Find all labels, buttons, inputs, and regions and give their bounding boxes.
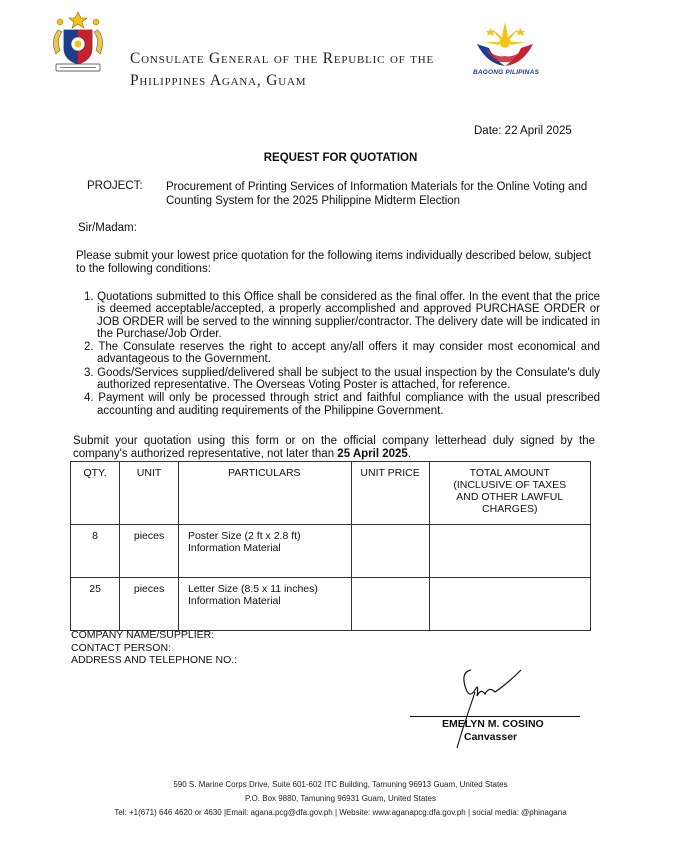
- document-title: REQUEST FOR QUOTATION: [263, 152, 418, 164]
- header-unit: UNIT: [120, 462, 179, 525]
- submit-end: .: [407, 448, 412, 460]
- condition-item: 1. Quotations submitted to this Office shall be considered as the final offer. In the event that the price is deemed acceptable/accepted, a properly accomplished and approved PURCHASE ORDER or JOB ORDER will be served to the winning supplier/contractor. The delivery date will be indicated in the Purchase/Job Order.: [84, 291, 600, 340]
- particulars-line-2: Information Material: [187, 595, 281, 607]
- table-row: [71, 578, 591, 631]
- footer-po-box: P.O. Box 9880, Tamuning 96931 Guam, United States: [245, 794, 436, 803]
- project-description: Procurement of Printing Services of Information Materials for the Online Voting and Counting System for the 2025 Philippine Midterm Election: [166, 181, 588, 207]
- contact-person-field: CONTACT PERSON:: [71, 641, 171, 654]
- row-unit-price[interactable]: [351, 578, 429, 631]
- consulate-name: [130, 48, 460, 92]
- supplier-fields: [71, 629, 237, 667]
- table-header-row: [71, 462, 591, 525]
- signature-line: [410, 716, 580, 717]
- submit-deadline: 25 April 2025: [337, 448, 408, 460]
- row-qty: 8: [71, 525, 120, 578]
- bagong-pilipinas-label: BAGONG PILIPINAS: [472, 69, 540, 76]
- row-unit: pieces: [120, 525, 179, 578]
- particulars-line-2: Information Material: [187, 542, 281, 554]
- row-total-amount[interactable]: [429, 578, 590, 631]
- company-name-field: COMPANY NAME/SUPPLIER:: [71, 629, 215, 641]
- signatory-title: Canvasser: [464, 731, 518, 743]
- conditions-list: [75, 291, 600, 418]
- document-date: Date: 22 April 2025: [474, 125, 572, 137]
- condition-item: 3. Goods/Services supplied/delivered shall be subject to the usual inspection by the Consulate's duly authorized representative. The Overseas Voting Poster is attached, for reference.: [84, 366, 600, 392]
- row-particulars: [178, 578, 351, 631]
- particulars-line-1: Letter Size (8.5 x 11 inches): [187, 583, 318, 595]
- row-unit: pieces: [120, 578, 179, 631]
- address-telephone-field: ADDRESS AND TELEPHONE NO.:: [71, 654, 238, 666]
- consulate-line-1: Consulate General of the Republic of the: [130, 50, 435, 67]
- submit-instructions: [73, 435, 595, 461]
- intro-paragraph: Please submit your lowest price quotation for the following items individually described below, subject to the following conditions:: [76, 250, 591, 275]
- condition-item: 2. The Consulate reserves the right to accept any/all offers it may consider most economical and advantageous to the Government.: [84, 341, 600, 366]
- row-particulars: [178, 525, 351, 578]
- footer-address: 590 S. Marine Corps Drive, Suite 601-602 ITC Building, Tamuning 96913 Guam, United States: [173, 780, 508, 789]
- quotation-table: [70, 461, 591, 631]
- condition-item: 4. Payment will only be processed through strict and faithful compliance with the usual prescribed accounting and auditing requirements of the Philippine Government.: [84, 392, 600, 417]
- salutation: Sir/Madam:: [78, 222, 137, 234]
- philippine-seal-icon: [46, 10, 110, 74]
- header-unit-price: UNIT PRICE: [351, 462, 429, 525]
- header-particulars: PARTICULARS: [178, 462, 351, 525]
- table-row: [71, 525, 591, 578]
- row-total-amount[interactable]: [429, 525, 590, 578]
- consulate-line-2: Philippines Agana, Guam: [130, 72, 307, 89]
- row-qty: 25: [71, 578, 120, 631]
- header-total-amount: TOTAL AMOUNT (INCLUSIVE OF TAXES AND OTHER LAWFUL CHARGES): [429, 462, 590, 525]
- header-qty: QTY.: [71, 462, 120, 525]
- particulars-line-1: Poster Size (2 ft x 2.8 ft): [187, 530, 301, 542]
- project-label: PROJECT:: [87, 180, 143, 192]
- submit-text: Submit your quotation using this form or on the official company letterhead duly signed by the company's authorized representative, not later than: [73, 435, 595, 460]
- signatory-name: EMELYN M. COSINO: [442, 718, 544, 730]
- footer-contact: Tel: +1(671) 646 4620 or 4630 |Email: agana.pcg@dfa.gov.ph | Website: www.aganapcg.dfa.gov.ph | social media: @phinagana: [114, 808, 567, 817]
- row-unit-price[interactable]: [351, 525, 429, 578]
